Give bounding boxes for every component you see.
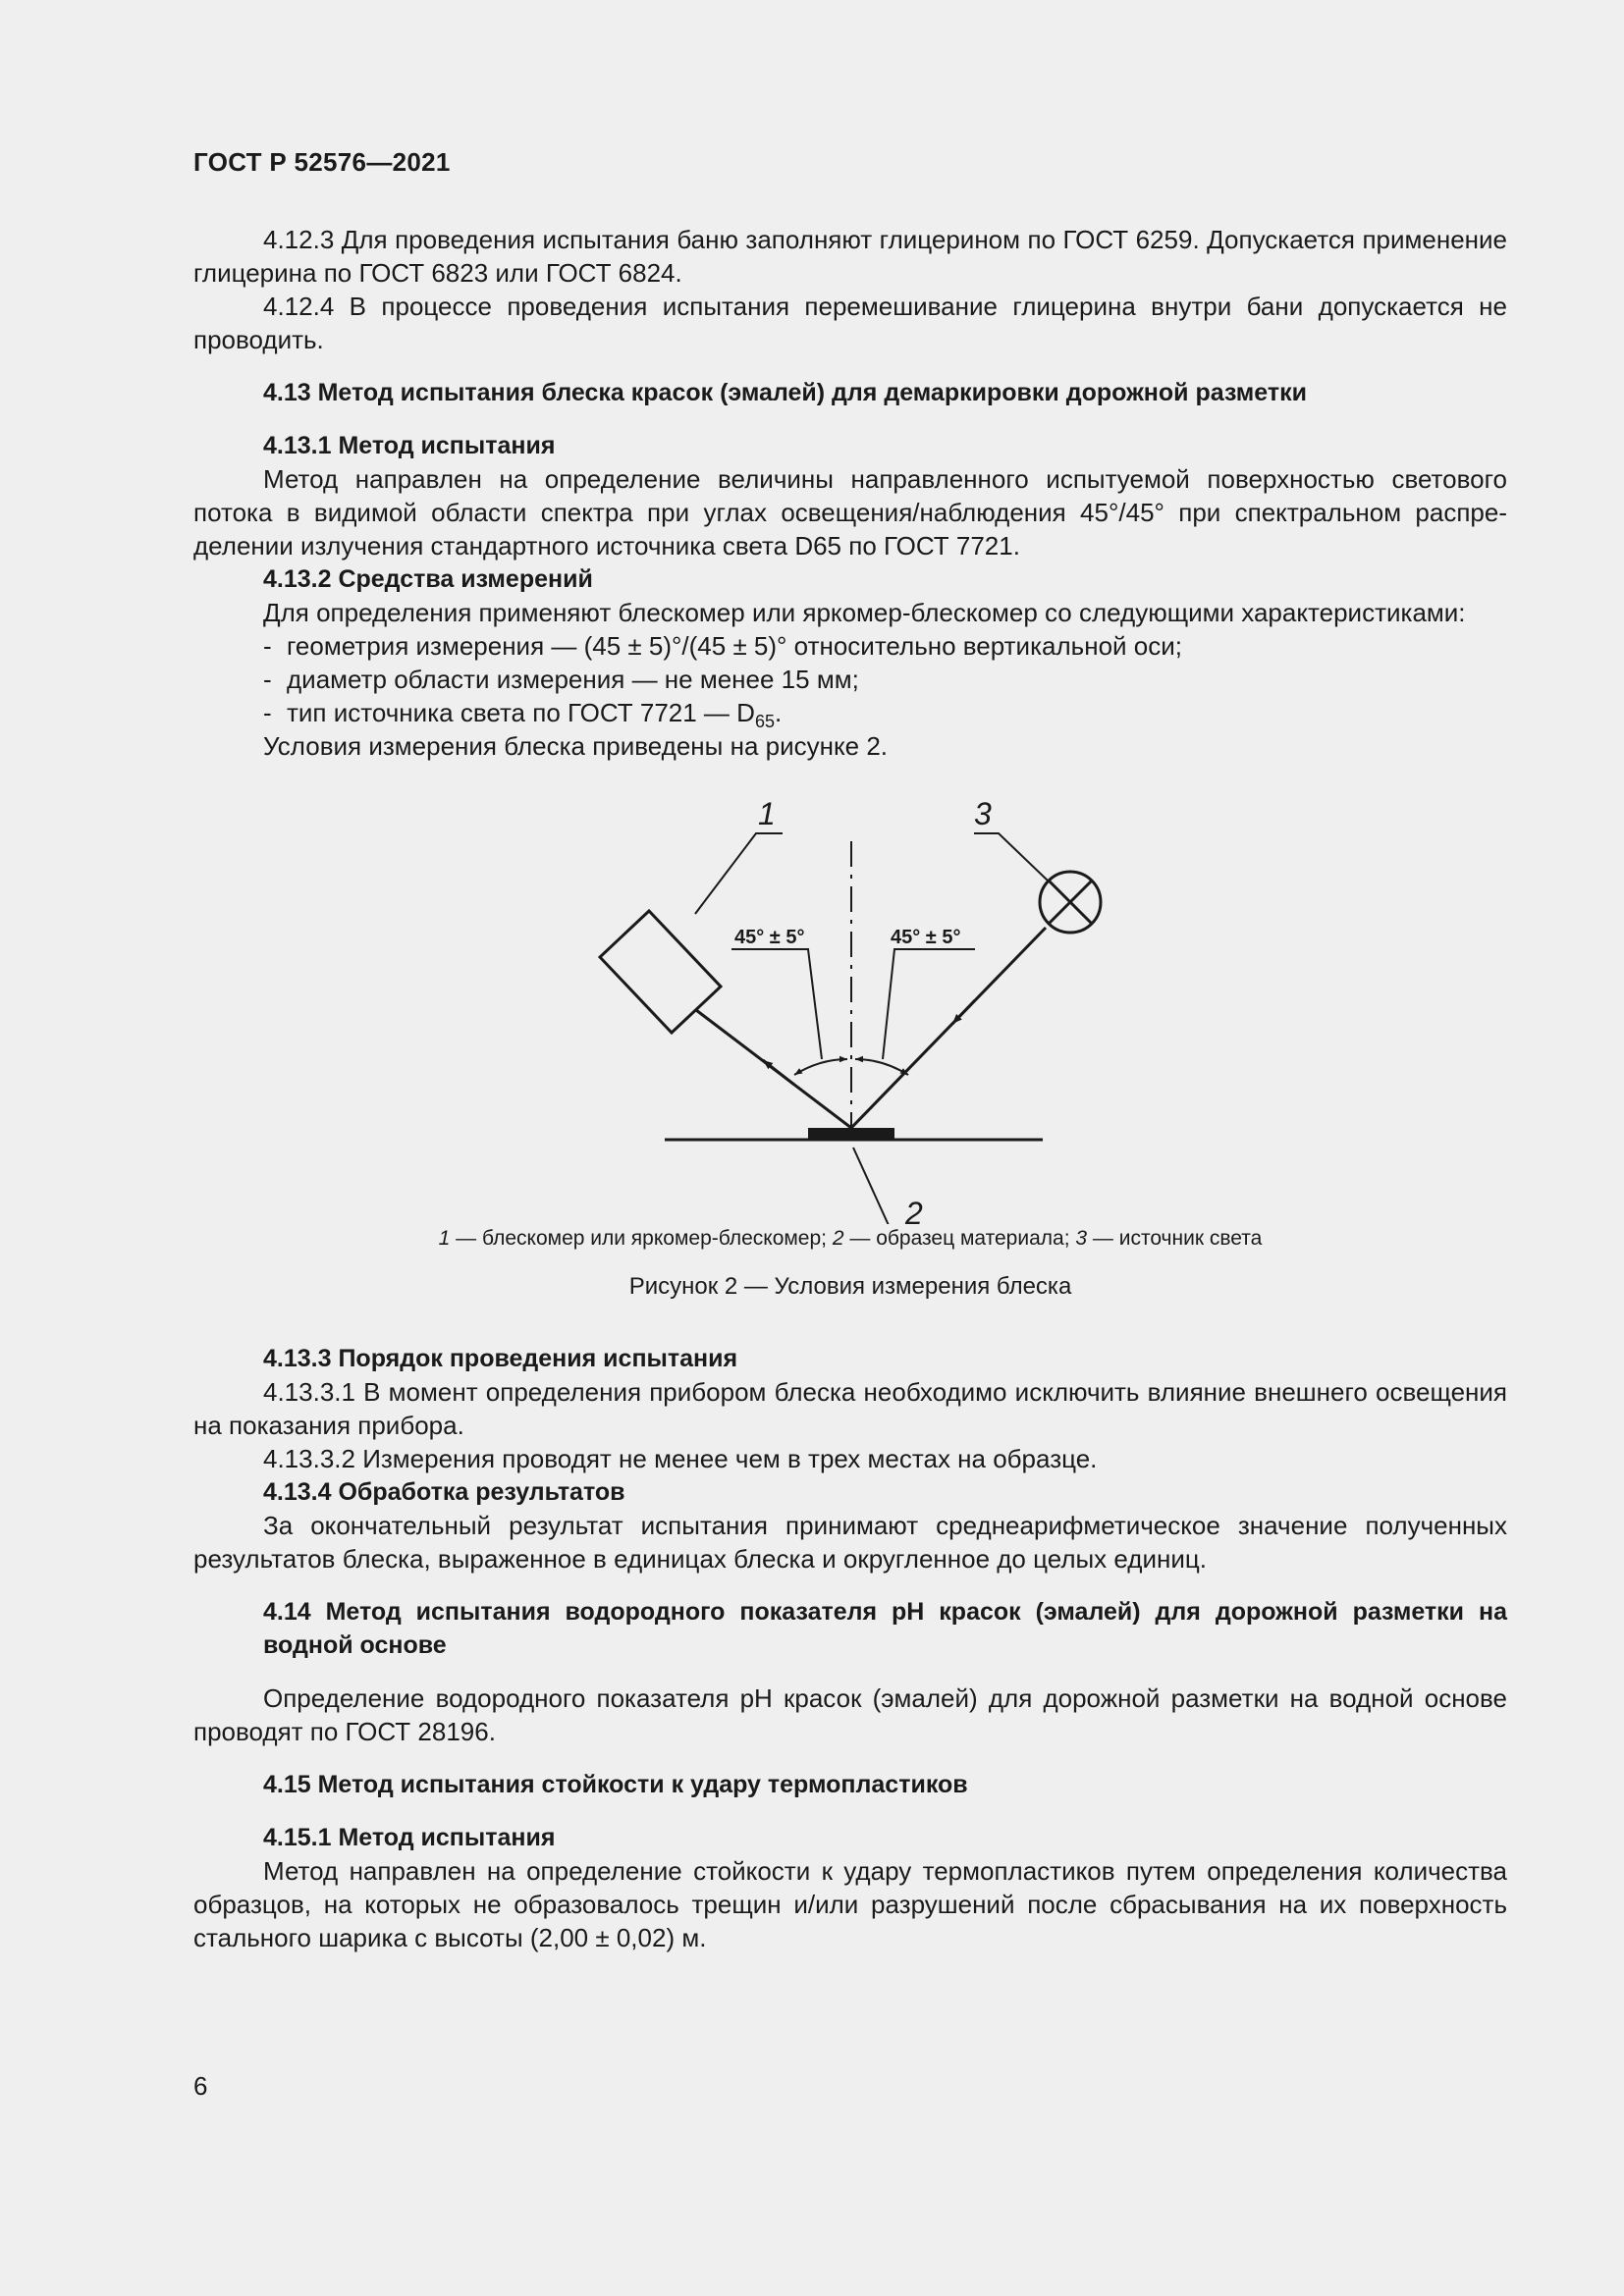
figure-2 xyxy=(193,763,1507,1300)
heading-4-13-2: 4.13.2 Средства измерений xyxy=(263,565,593,593)
list-dash: - xyxy=(263,665,272,694)
document-header: ГОСТ Р 52576—2021 xyxy=(193,147,451,177)
legend-num-1: 1 xyxy=(438,1227,451,1250)
paragraph-4-14: Определение водородного показателя pH красок (эмалей) для дорожной разметки на водной основе проводят по ГОСТ 28196. xyxy=(193,1683,1507,1746)
heading-4-13-3: 4.13.3 Порядок проведения испытания xyxy=(263,1345,738,1372)
list-item-text: тип источника света по ГОСТ 7721 — D xyxy=(287,698,755,727)
paragraph-4-12-4: 4.12.4 В процессе проведения испытания перемешивание глицерина внутри бани допускается не проводить. xyxy=(193,292,1507,354)
specimen-rect xyxy=(808,1128,894,1140)
paragraph-4-13-1: Метод направлен на определение величины направленного испытуемой поверхностью светового потока в видимой области спектра при углах освещения/наблюдения 45°/45° при спектральном распределении излучения стандартного источника света D65 по ГОСТ 7721. xyxy=(193,464,1507,561)
list-item-text: диаметр области измерения — не менее 15 мм; xyxy=(287,665,859,694)
heading-4-15-1: 4.15.1 Метод испытания xyxy=(263,1824,556,1851)
paragraph-4-13-3-2: 4.13.3.2 Измерения проводят не менее чем в трех местах на образце. xyxy=(263,1444,1098,1473)
angle-label-left: 45° ± 5° xyxy=(734,927,805,948)
incident-ray xyxy=(851,928,1046,1128)
legend-num-2: 2 xyxy=(832,1227,844,1250)
figure-caption: Рисунок 2 — Условия измерения блеска xyxy=(628,1273,1072,1300)
paragraph-figure-reference: Условия измерения блеска приведены на рисунке 2. xyxy=(263,731,888,761)
heading-4-13-4: 4.13.4 Обработка результатов xyxy=(263,1478,625,1506)
list-dash: - xyxy=(263,698,272,727)
heading-4-13: 4.13 Метод испытания блеска красок (эмалей) для демаркировки дорожной разметки xyxy=(263,379,1307,406)
heading-4-14: 4.14 Метод испытания водородного показателя pH красок (эмалей) для дорожной разметки на водной основе xyxy=(263,1598,1507,1659)
heading-4-15: 4.15 Метод испытания стойкости к удару термопластиков xyxy=(263,1771,968,1798)
paragraph-4-12-3: 4.12.3 Для проведения испытания баню заполняют глицерином по ГОСТ 6259. Допускается применение глицерина по ГОСТ 6823 или ГОСТ 6824. xyxy=(193,225,1507,288)
legend-text-3: — источник света xyxy=(1087,1227,1263,1250)
document-body xyxy=(193,223,1507,1954)
legend-num-3: 3 xyxy=(1075,1227,1088,1250)
legend-text-2: — образец материала; xyxy=(843,1227,1076,1250)
legend-text-1: — блескомер или яркомер-блескомер; xyxy=(450,1227,833,1250)
list-item-end: . xyxy=(774,698,783,727)
document-page xyxy=(193,0,1507,2296)
paragraph-4-15-1: Метод направлен на определение стойкости к удару термопластиков путем определения количества образцов, на которых не образовалось трещин и/или разрушений после сбрасывания на их поверхность стального шарика с высоты (2,00 ± 0,02) м. xyxy=(193,1856,1507,1952)
list-item xyxy=(193,629,1507,663)
figure-legend xyxy=(193,1227,1507,1251)
label-3: 3 xyxy=(974,796,992,831)
paragraph-4-13-3-1: 4.13.3.1 В момент определения прибором блеска необходимо исключить влияние внешнего освещения на показания прибора. xyxy=(193,1377,1507,1440)
paragraph-4-13-4: За окончательный результат испытания принимают среднеарифметическое значение полученных результатов блеска, выраженное в единицах блеска и округленное до целых единиц. xyxy=(193,1511,1507,1574)
angle-label-right: 45° ± 5° xyxy=(891,927,961,948)
label-1: 1 xyxy=(758,796,776,831)
list-item-text: геометрия измерения — (45 ± 5)°/(45 ± 5)° относительно вертикальной оси; xyxy=(287,631,1182,661)
page-number: 6 xyxy=(193,2071,208,2101)
heading-4-13-1: 4.13.1 Метод испытания xyxy=(263,432,556,459)
list-item xyxy=(193,696,1507,729)
gloss-measurement-diagram xyxy=(193,763,1507,1224)
paragraph-4-13-2: Для определения применяют блескомер или яркомер-блескомер со следующими характеристиками: xyxy=(263,598,1466,627)
list-item xyxy=(193,663,1507,696)
label-2: 2 xyxy=(905,1196,923,1224)
list-item-subscript: 65 xyxy=(754,712,775,731)
list-dash: - xyxy=(263,631,272,661)
